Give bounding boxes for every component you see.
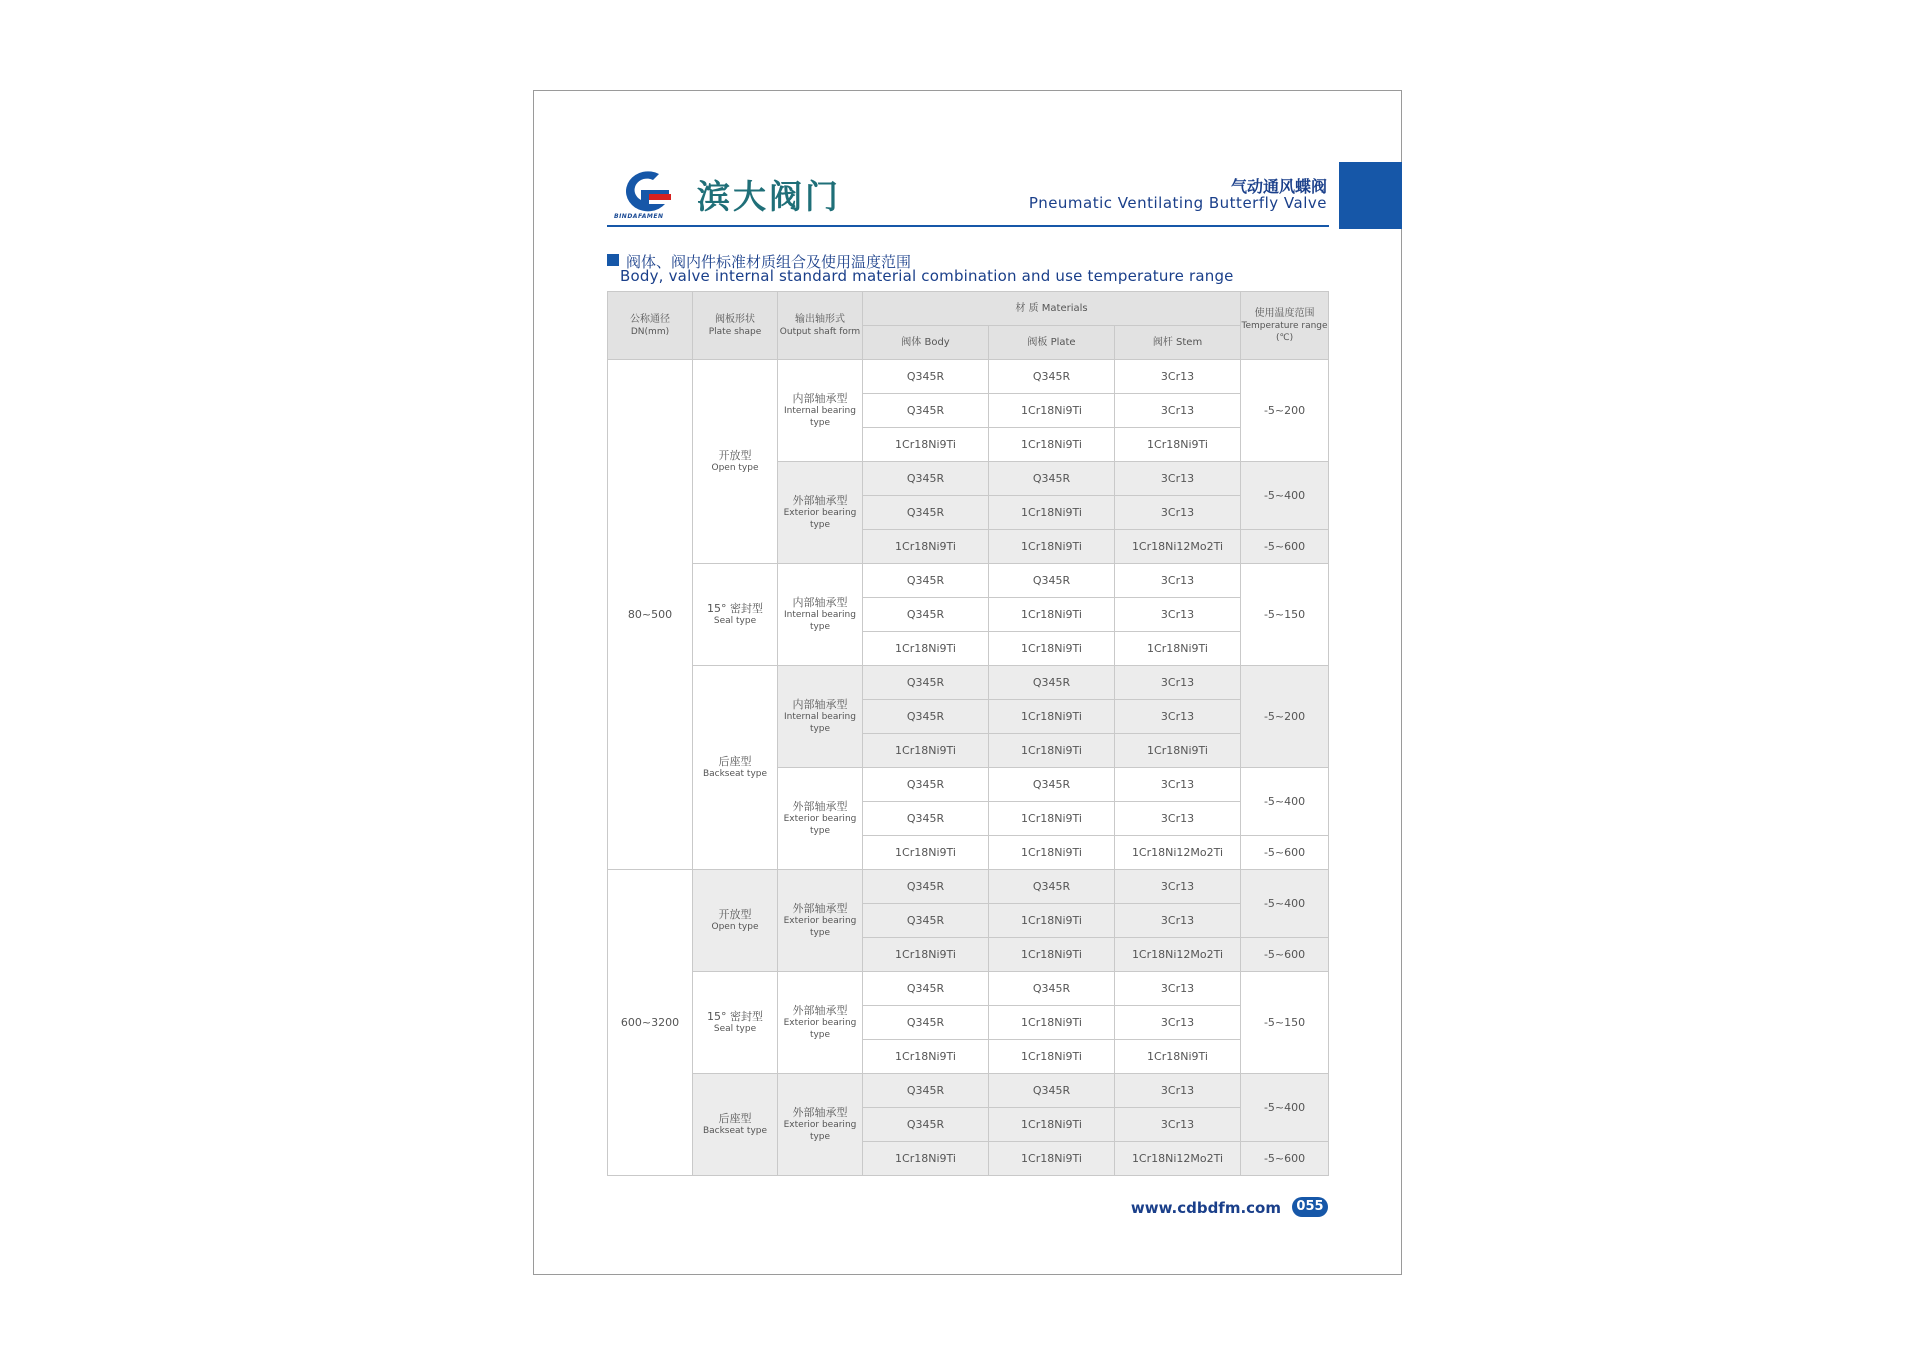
plate-cell: 1Cr18Ni9Ti	[989, 598, 1115, 632]
plate-cell: Q345R	[989, 564, 1115, 598]
dn-cell: 80~500	[608, 360, 693, 870]
body-cell: Q345R	[863, 666, 989, 700]
body-cell: Q345R	[863, 700, 989, 734]
stem-cell: 1Cr18Ni9Ti	[1115, 1040, 1241, 1074]
body-cell: Q345R	[863, 394, 989, 428]
header-stem: 阀杆 Stem	[1115, 326, 1241, 360]
body-cell: 1Cr18Ni9Ti	[863, 632, 989, 666]
stem-cell: 3Cr13	[1115, 700, 1241, 734]
stem-cell: 3Cr13	[1115, 870, 1241, 904]
plate-cell: 1Cr18Ni9Ti	[989, 904, 1115, 938]
plate-cell: 1Cr18Ni9Ti	[989, 632, 1115, 666]
stem-cell: 3Cr13	[1115, 1074, 1241, 1108]
temp-cell: -5~600	[1241, 530, 1329, 564]
plate-shape-cell: 15° 密封型 Seal type	[693, 564, 778, 666]
plate-cell: 1Cr18Ni9Ti	[989, 530, 1115, 564]
temp-cell: -5~400	[1241, 768, 1329, 836]
plate-shape-cell: 后座型 Backseat type	[693, 1074, 778, 1176]
body-cell: Q345R	[863, 870, 989, 904]
stem-cell: 3Cr13	[1115, 394, 1241, 428]
temp-cell: -5~400	[1241, 870, 1329, 938]
stem-cell: 1Cr18Ni9Ti	[1115, 632, 1241, 666]
plate-cell: 1Cr18Ni9Ti	[989, 394, 1115, 428]
shaft-form-cell: 外部轴承型 Exterior bearing type	[778, 870, 863, 972]
plate-cell: 1Cr18Ni9Ti	[989, 1108, 1115, 1142]
dn-cell: 600~3200	[608, 870, 693, 1176]
stem-cell: 3Cr13	[1115, 564, 1241, 598]
plate-shape-cell: 后座型 Backseat type	[693, 666, 778, 870]
stem-cell: 1Cr18Ni12Mo2Ti	[1115, 836, 1241, 870]
shaft-form-cell: 内部轴承型 Internal bearing type	[778, 564, 863, 666]
header-materials: 材 质 Materials	[863, 292, 1241, 326]
stem-cell: 3Cr13	[1115, 1108, 1241, 1142]
blue-tab-decoration	[1339, 162, 1402, 229]
temp-cell: -5~400	[1241, 1074, 1329, 1142]
temp-cell: -5~200	[1241, 360, 1329, 462]
body-cell: 1Cr18Ni9Ti	[863, 428, 989, 462]
catalog-page	[533, 90, 1402, 1275]
body-cell: 1Cr18Ni9Ti	[863, 938, 989, 972]
stem-cell: 3Cr13	[1115, 496, 1241, 530]
header-dn: 公称通径 DN(mm)	[608, 292, 693, 360]
body-cell: Q345R	[863, 802, 989, 836]
stem-cell: 3Cr13	[1115, 768, 1241, 802]
shaft-form-cell: 外部轴承型 Exterior bearing type	[778, 972, 863, 1074]
body-cell: 1Cr18Ni9Ti	[863, 836, 989, 870]
header-temperature: 使用温度范围 Temperature range (℃)	[1241, 292, 1329, 360]
plate-cell: 1Cr18Ni9Ti	[989, 802, 1115, 836]
plate-cell: 1Cr18Ni9Ti	[989, 700, 1115, 734]
stem-cell: 1Cr18Ni9Ti	[1115, 428, 1241, 462]
header-divider	[607, 225, 1329, 227]
shaft-form-cell: 外部轴承型 Exterior bearing type	[778, 462, 863, 564]
plate-cell: 1Cr18Ni9Ti	[989, 428, 1115, 462]
body-cell: Q345R	[863, 462, 989, 496]
stem-cell: 3Cr13	[1115, 904, 1241, 938]
brand-logo-text: BINDAFAMEN	[614, 213, 664, 220]
stem-cell: 1Cr18Ni12Mo2Ti	[1115, 530, 1241, 564]
body-cell: Q345R	[863, 1006, 989, 1040]
plate-cell: Q345R	[989, 360, 1115, 394]
temp-cell: -5~600	[1241, 938, 1329, 972]
shaft-form-cell: 外部轴承型 Exterior bearing type	[778, 1074, 863, 1176]
stem-cell: 1Cr18Ni9Ti	[1115, 734, 1241, 768]
table-row	[608, 360, 1329, 394]
plate-cell: Q345R	[989, 870, 1115, 904]
body-cell: Q345R	[863, 360, 989, 394]
table-row	[608, 564, 1329, 598]
temp-cell: -5~200	[1241, 666, 1329, 768]
plate-shape-cell: 开放型 Open type	[693, 870, 778, 972]
stem-cell: 3Cr13	[1115, 972, 1241, 1006]
section-bullet-icon	[607, 254, 619, 266]
plate-cell: Q345R	[989, 972, 1115, 1006]
temp-cell: -5~600	[1241, 1142, 1329, 1176]
temp-cell: -5~150	[1241, 972, 1329, 1074]
body-cell: Q345R	[863, 904, 989, 938]
temp-cell: -5~400	[1241, 462, 1329, 530]
body-cell: Q345R	[863, 768, 989, 802]
header-body: 阀体 Body	[863, 326, 989, 360]
body-cell: Q345R	[863, 564, 989, 598]
stem-cell: 1Cr18Ni12Mo2Ti	[1115, 938, 1241, 972]
shaft-form-cell: 外部轴承型 Exterior bearing type	[778, 768, 863, 870]
plate-shape-cell: 开放型 Open type	[693, 360, 778, 564]
header-plate-shape: 阀板形状 Plate shape	[693, 292, 778, 360]
plate-shape-cell: 15° 密封型 Seal type	[693, 972, 778, 1074]
material-spec-table	[607, 291, 1329, 1176]
body-cell: 1Cr18Ni9Ti	[863, 1040, 989, 1074]
shaft-form-cell: 内部轴承型 Internal bearing type	[778, 666, 863, 768]
body-cell: Q345R	[863, 496, 989, 530]
stem-cell: 3Cr13	[1115, 666, 1241, 700]
stem-cell: 1Cr18Ni12Mo2Ti	[1115, 1142, 1241, 1176]
body-cell: Q345R	[863, 1108, 989, 1142]
section-title-en: Body, valve internal standard material combination and use temperature range	[620, 267, 1234, 285]
product-title-en: Pneumatic Ventilating Butterfly Valve	[1028, 194, 1327, 212]
stem-cell: 3Cr13	[1115, 360, 1241, 394]
website-link[interactable]: www.cdbdfm.com	[1130, 1199, 1281, 1217]
product-title-cn: 气动通风蝶阀	[1230, 177, 1327, 196]
plate-cell: Q345R	[989, 666, 1115, 700]
section-title-cn: 阀体、阀内件标准材质组合及使用温度范围	[626, 253, 912, 271]
plate-cell: 1Cr18Ni9Ti	[989, 1040, 1115, 1074]
stem-cell: 3Cr13	[1115, 462, 1241, 496]
body-cell: Q345R	[863, 1074, 989, 1108]
temp-cell: -5~150	[1241, 564, 1329, 666]
body-cell: 1Cr18Ni9Ti	[863, 734, 989, 768]
stem-cell: 3Cr13	[1115, 598, 1241, 632]
plate-cell: Q345R	[989, 462, 1115, 496]
temp-cell: -5~600	[1241, 836, 1329, 870]
page-number-badge: 055	[1292, 1197, 1328, 1217]
brand-logo-icon	[619, 166, 675, 218]
plate-cell: 1Cr18Ni9Ti	[989, 938, 1115, 972]
plate-cell: Q345R	[989, 1074, 1115, 1108]
body-cell: 1Cr18Ni9Ti	[863, 530, 989, 564]
body-cell: Q345R	[863, 598, 989, 632]
header-output-shaft: 输出轴形式 Output shaft form	[778, 292, 863, 360]
body-cell: Q345R	[863, 972, 989, 1006]
table-row	[608, 666, 1329, 700]
plate-cell: Q345R	[989, 768, 1115, 802]
table-row	[608, 1074, 1329, 1108]
plate-cell: 1Cr18Ni9Ti	[989, 1142, 1115, 1176]
table-row	[608, 972, 1329, 1006]
brand-name: 滨大阀门	[697, 177, 841, 216]
table-row	[608, 870, 1329, 904]
body-cell: 1Cr18Ni9Ti	[863, 1142, 989, 1176]
plate-cell: 1Cr18Ni9Ti	[989, 734, 1115, 768]
header-plate: 阀板 Plate	[989, 326, 1115, 360]
plate-cell: 1Cr18Ni9Ti	[989, 1006, 1115, 1040]
plate-cell: 1Cr18Ni9Ti	[989, 496, 1115, 530]
shaft-form-cell: 内部轴承型 Internal bearing type	[778, 360, 863, 462]
stem-cell: 3Cr13	[1115, 1006, 1241, 1040]
stem-cell: 3Cr13	[1115, 802, 1241, 836]
plate-cell: 1Cr18Ni9Ti	[989, 836, 1115, 870]
